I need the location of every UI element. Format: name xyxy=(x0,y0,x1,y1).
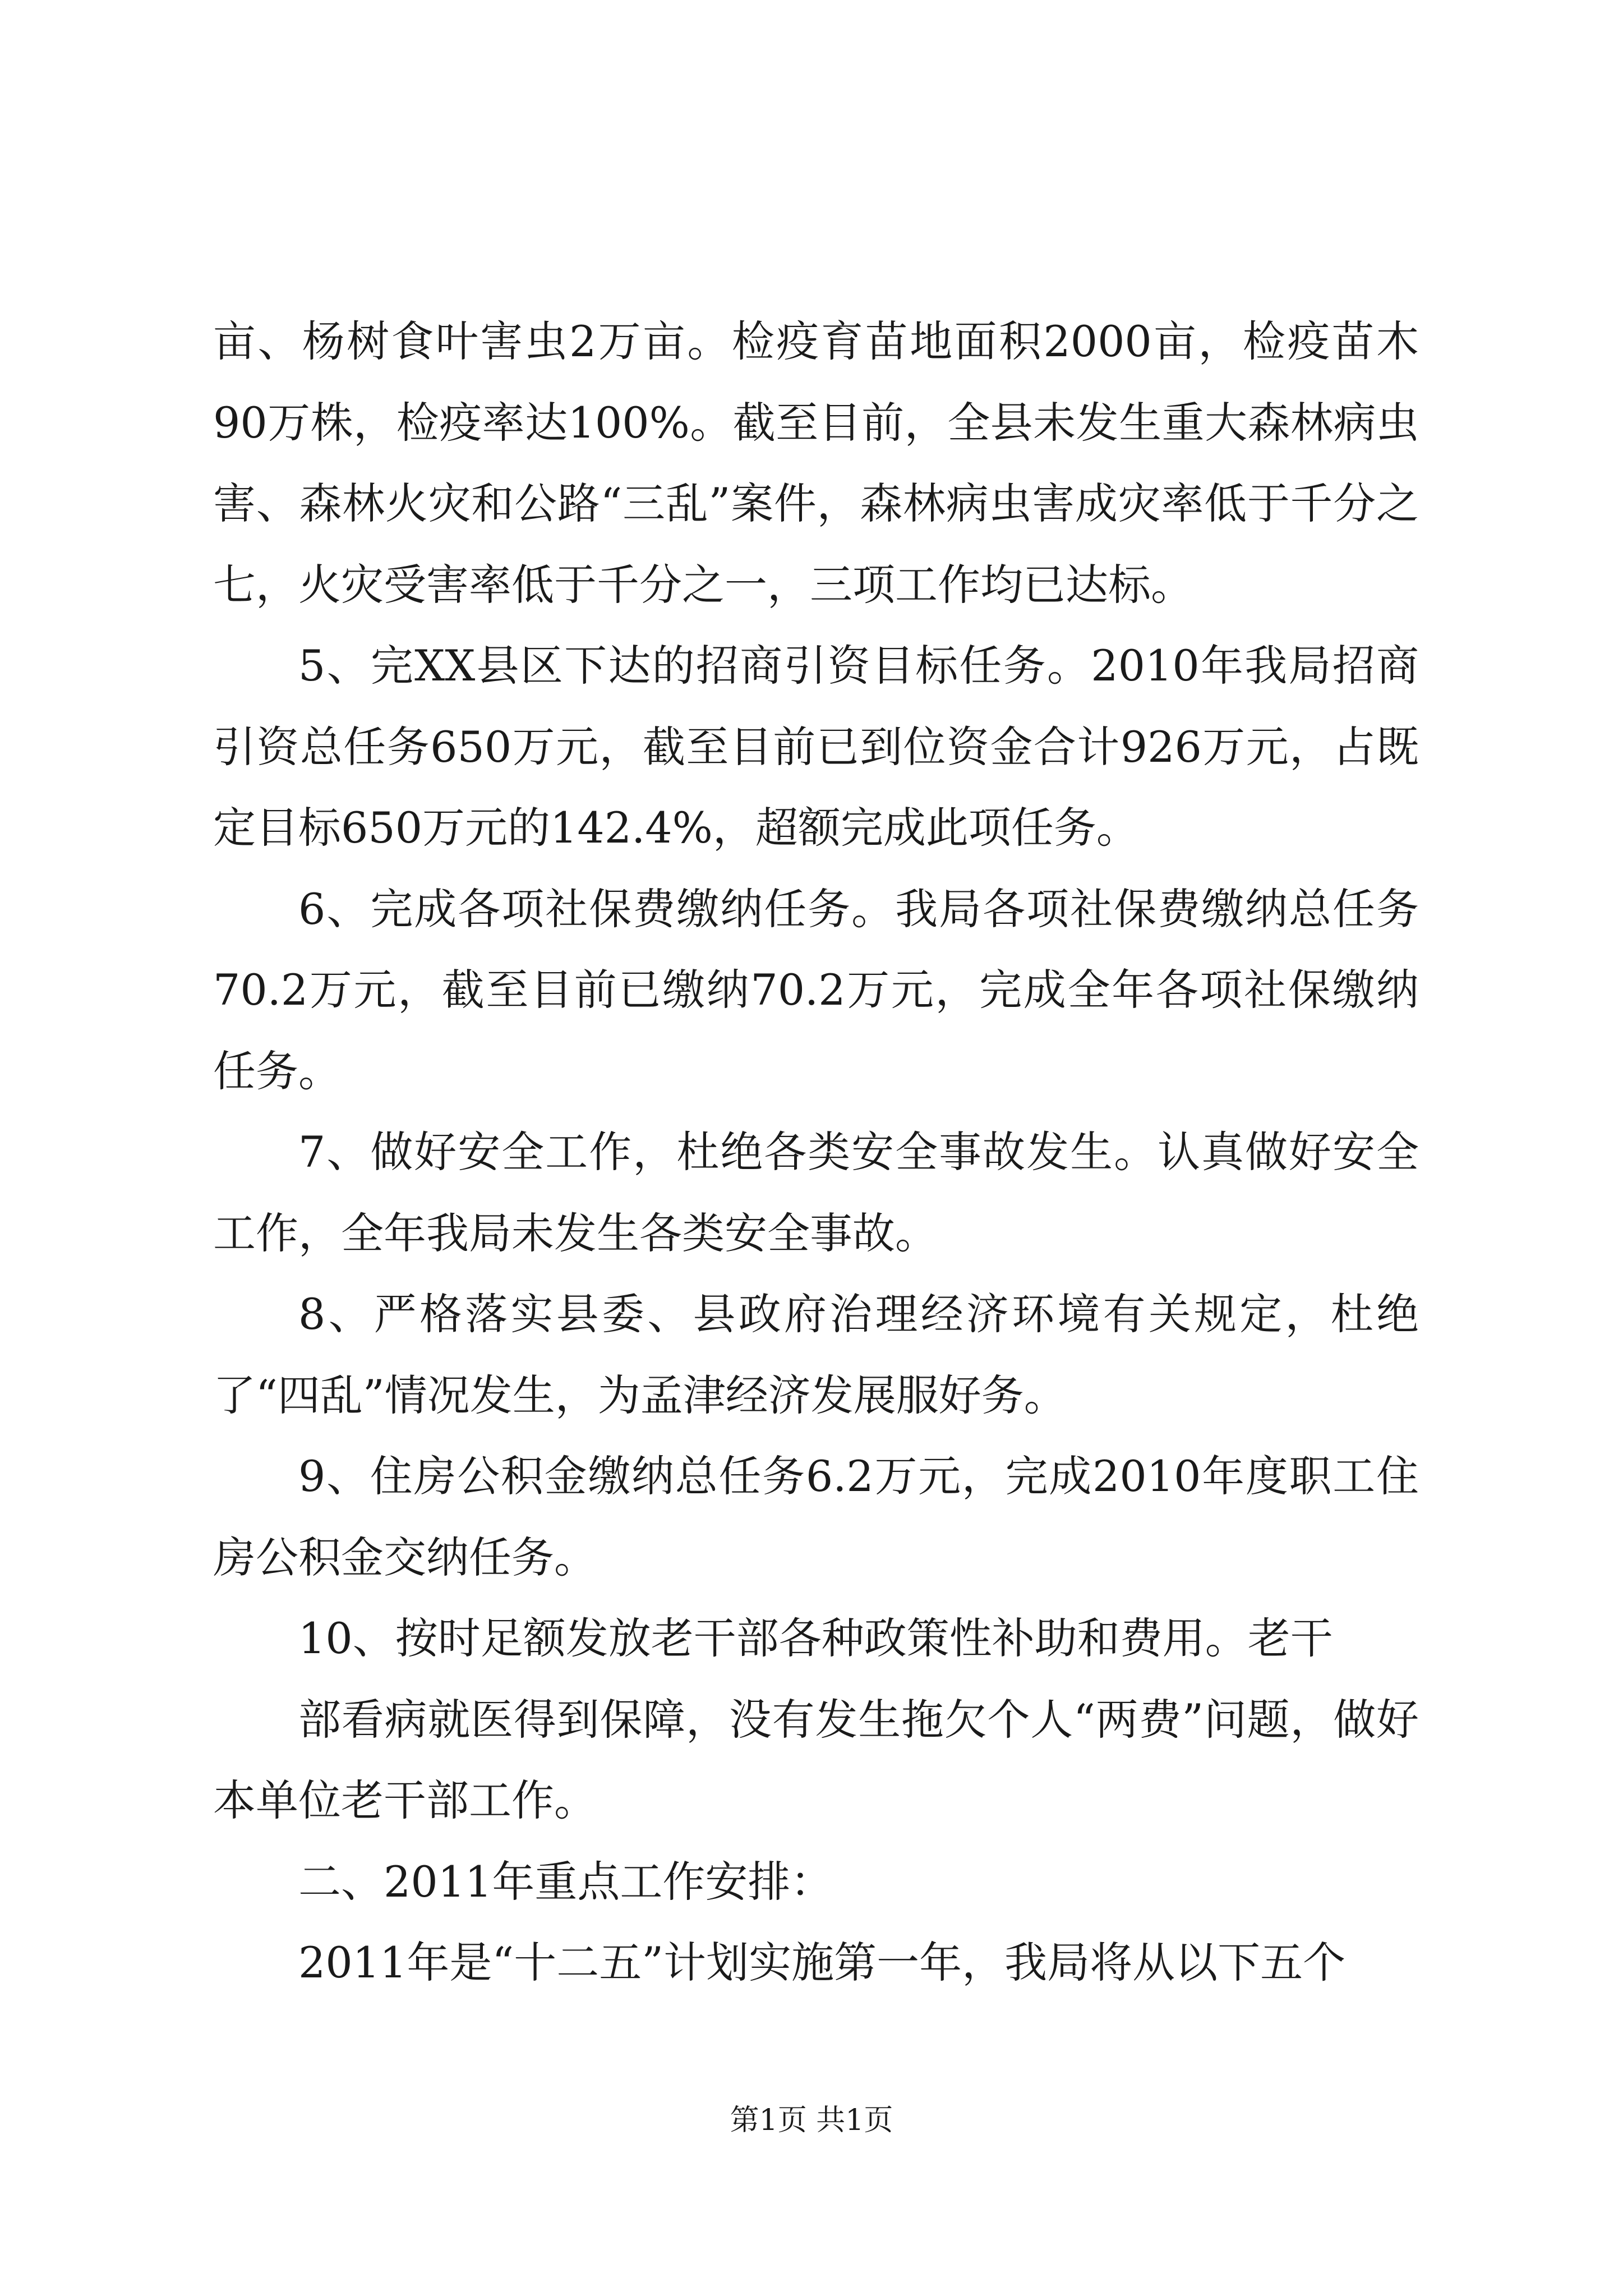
paragraph-6: 9、住房公积金缴纳总任务6.2万元，完成2010年度职工住房公积金交纳任务。 xyxy=(213,1451,1419,1582)
paragraph-5: 8、严格落实县委、县政府治理经济环境有关规定，杜绝了“四乱”情况发生，为孟津经济发展服好务。 xyxy=(213,1289,1419,1420)
section-heading: 二、2011年重点工作安排： xyxy=(298,1856,833,1907)
paragraph-8: 部看病就医得到保障，没有发生拖欠个人“两费”问题，做好本单位老干部工作。 xyxy=(213,1694,1419,1825)
paragraph-7: 10、按时足额发放老干部各种政策性补助和费用。老干 xyxy=(298,1613,1333,1663)
page-footer: 第1页 共1页 xyxy=(730,2104,893,2137)
paragraph-4: 7、做好安全工作，杜绝各类安全事故发生。认真做好安全工作，全年我局未发生各类安全事故。 xyxy=(213,1127,1419,1258)
paragraph-2: 5、完XX县区下达的招商引资目标任务。2010年我局招商引资总任务650万元，截至目前已到位资金合计926万元，占既定目标650万元的142.4%，超额完成此项任务。 xyxy=(213,641,1419,853)
paragraph-1: 亩、杨树食叶害虫2万亩。检疫育苗地面积2000亩，检疫苗木90万株，检疫率达100%。截至目前，全县未发生重大森林病虫害、森林火灾和公路“三乱”案件，森林病虫害成灾率低于千分之七，火灾受害率低于千分之一，三项工作均已达标。 xyxy=(213,316,1419,610)
paragraph-9: 2011年是“十二五”计划实施第一年，我局将从以下五个 xyxy=(298,1938,1346,1987)
document-body xyxy=(213,301,1419,2004)
paragraph-3: 6、完成各项社保费缴纳任务。我局各项社保费缴纳总任务70.2万元，截至目前已缴纳70.2万元，完成全年各项社保缴纳任务。 xyxy=(213,884,1419,1096)
